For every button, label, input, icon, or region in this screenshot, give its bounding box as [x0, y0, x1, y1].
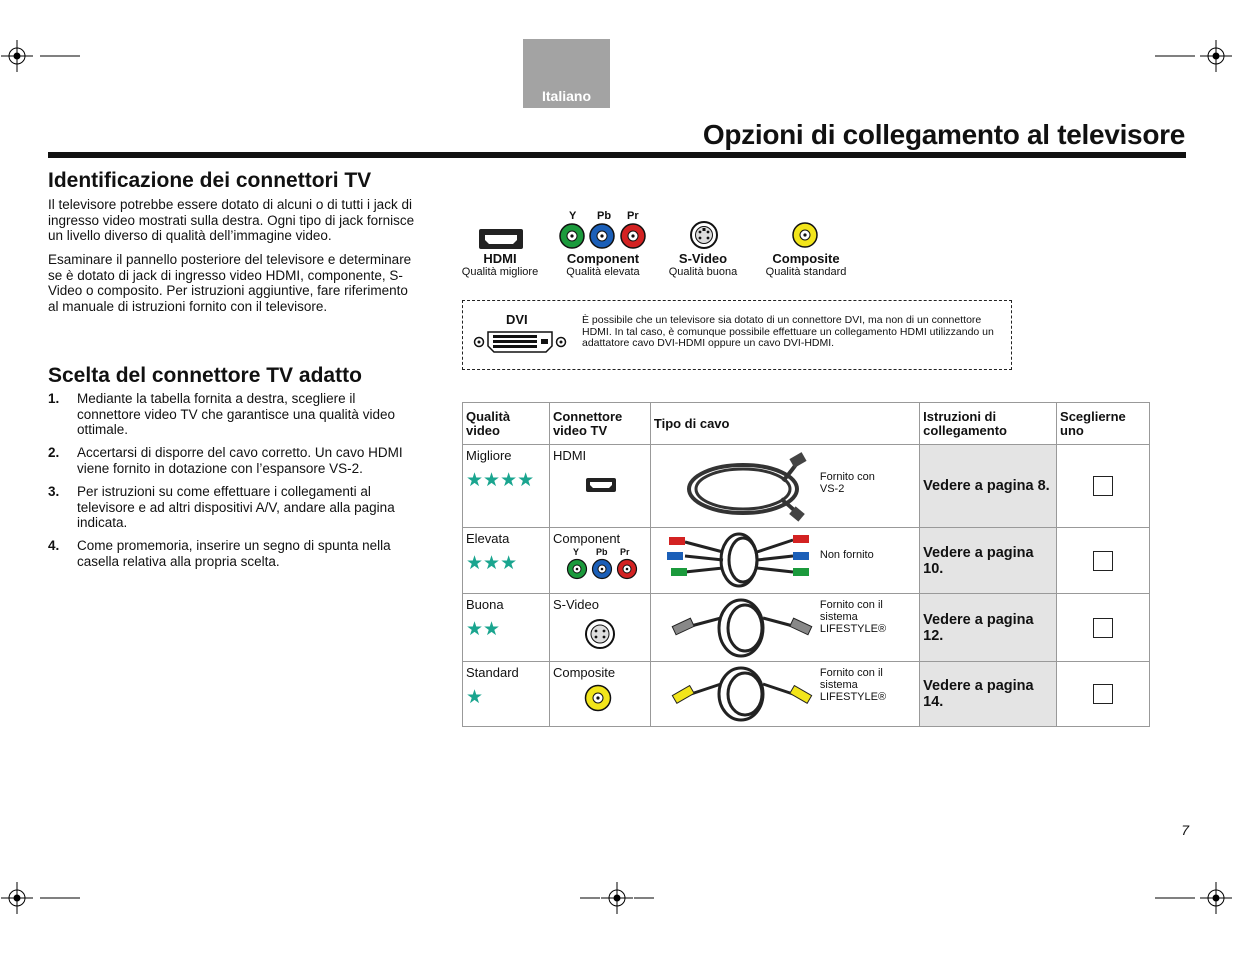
supply-note: Fornito con VS-2 — [819, 471, 875, 495]
jack-quality: Qualità buona — [668, 266, 738, 278]
section2-heading: Scelta del connettore TV adatto — [48, 364, 362, 387]
instructions-cell: Vedere a pagina 8. — [920, 445, 1057, 528]
component-y-label: Y — [572, 547, 579, 557]
header-cable: Tipo di cavo — [650, 403, 919, 445]
connector-label: HDMI — [552, 448, 587, 463]
component-pb-label: Pb — [597, 210, 612, 222]
component-cable-icon — [657, 530, 821, 592]
s-video-jack-icon — [689, 220, 719, 250]
hdmi-jack-icon — [585, 477, 617, 493]
jack-name: HDMI — [483, 251, 517, 266]
composite-jack-icon — [792, 222, 818, 248]
connector-cell — [549, 445, 650, 528]
step-item — [48, 538, 418, 569]
hdmi-jack-icon — [478, 228, 524, 250]
choice-checkbox[interactable] — [1093, 551, 1113, 571]
cable-cell — [650, 528, 919, 594]
step-text: Mediante la tabella fornita a destra, scegliere il connettore video TV che garantisce una qualità video ottimale. — [77, 391, 395, 438]
jack-quality: Qualità standard — [765, 266, 847, 278]
connector-label: Composite — [552, 665, 616, 680]
component-y-label: Y — [569, 210, 577, 222]
table-row — [463, 594, 1150, 662]
table-row — [463, 662, 1150, 727]
choice-checkbox[interactable] — [1093, 684, 1113, 704]
choose-cell — [1057, 662, 1150, 727]
connector-cell — [549, 662, 650, 727]
section1-para2: Esaminare il pannello posteriore del televisore e determinare se è dotato di jack di ingresso video HDMI, componente, S-Video o composito. Per istruzioni aggiuntive, fare riferimento al manuale di istruzioni fornito con il televisore. — [48, 252, 412, 314]
header-instructions: Istruzioni di collegamento — [920, 403, 1057, 445]
star-rating: ★ — [466, 687, 484, 708]
jack-component — [556, 251, 650, 278]
table-row — [463, 445, 1150, 528]
dvi-connector-icon — [472, 329, 568, 355]
connection-table — [462, 402, 1150, 727]
quality-label: Migliore — [466, 448, 512, 463]
star-rating: ★★★ — [466, 553, 518, 574]
cable-cell — [650, 445, 919, 528]
quality-label: Buona — [466, 597, 504, 612]
step-item — [48, 391, 418, 438]
jack-hdmi — [455, 251, 545, 278]
jack-quality: Qualità elevata — [566, 266, 640, 278]
supply-note: Fornito con il sistema LIFESTYLE® — [819, 599, 887, 635]
component-pr-label: Pr — [627, 210, 639, 222]
step-item — [48, 445, 418, 476]
choice-checkbox[interactable] — [1093, 476, 1113, 496]
connector-label: S-Video — [552, 597, 599, 612]
component-pb-label: Pb — [595, 547, 608, 557]
choose-cell — [1057, 445, 1150, 528]
step-number: 2. — [48, 445, 60, 461]
component-jacks-icon — [566, 558, 640, 580]
language-tab-label: Italiano — [541, 88, 591, 104]
instructions-cell: Vedere a pagina 10. — [920, 528, 1057, 594]
instructions-cell: Vedere a pagina 14. — [920, 662, 1057, 727]
title-rule — [48, 152, 1186, 158]
step-text: Per istruzioni su come effettuare i collegamenti al televisore e ad altri dispositivi A/V, andare alla pagina indicata. — [77, 483, 395, 531]
jack-s-video — [660, 251, 746, 278]
dvi-label: DVI — [506, 312, 528, 327]
step-text: Come promemoria, inserire un segno di spunta nella casella relativa alla propria scelta. — [77, 538, 391, 569]
choose-cell — [1057, 528, 1150, 594]
jack-quality: Qualità migliore — [461, 266, 539, 278]
supply-note: Non fornito — [819, 549, 874, 561]
header-choose: Sceglierne uno — [1057, 403, 1150, 445]
jack-name: Component — [566, 251, 640, 266]
section1-para1: Il televisore potrebbe essere dotato di alcuni o di tutti i jack di ingresso video mostrati sulla destra. Ogni tipo di jack fornisce un livello diverso di qualità dell’immagine video. — [48, 197, 415, 244]
jack-name: S-Video — [678, 251, 728, 266]
quality-cell — [463, 445, 550, 528]
component-pr-label: Pr — [619, 547, 630, 557]
table-row — [463, 528, 1150, 594]
step-item — [48, 484, 418, 531]
choose-cell — [1057, 594, 1150, 662]
s-video-jack-icon — [584, 618, 616, 650]
quality-label: Standard — [466, 665, 519, 680]
step-number: 1. — [48, 391, 60, 406]
composite-cable-icon — [657, 664, 821, 726]
star-rating: ★★ — [466, 619, 501, 640]
cable-cell — [650, 594, 919, 662]
star-rating: ★★★★ — [466, 470, 535, 491]
language-tab — [523, 39, 610, 108]
s-video-cable-icon — [657, 596, 821, 660]
supply-note: Fornito con il sistema LIFESTYLE® — [819, 667, 887, 703]
jack-composite — [758, 251, 854, 278]
connector-label: Component — [552, 531, 621, 546]
choice-checkbox[interactable] — [1093, 618, 1113, 638]
page-number: 7 — [1181, 822, 1189, 838]
step-number: 3. — [48, 483, 60, 499]
component-jacks-icon — [559, 223, 649, 250]
hdmi-cable-icon — [663, 447, 823, 527]
table-header-row — [463, 403, 1150, 445]
composite-jack-icon — [584, 684, 612, 712]
dvi-note-text: È possibile che un televisore sia dotato di un connettore DVI, ma non di un connettore HDMI. In tal caso, è comunque possibile effettuare un collegamento HDMI utilizzando un adattatore cavo DVI-HDMI oppure un cavo DVI-HDMI. — [582, 314, 994, 349]
step-text: Accertarsi di disporre del cavo corretto. Un cavo HDMI viene fornito in dotazione con l’espansore VS-2. — [77, 445, 403, 476]
quality-cell — [463, 528, 550, 594]
connector-cell — [549, 528, 650, 594]
cable-cell — [650, 662, 919, 727]
quality-cell — [463, 594, 550, 662]
section1-heading: Identificazione dei connettori TV — [48, 169, 372, 192]
quality-label: Elevata — [466, 531, 510, 546]
page-title: Opzioni di collegamento al televisore — [702, 119, 1185, 150]
instructions-cell: Vedere a pagina 12. — [920, 594, 1057, 662]
step-number: 4. — [48, 538, 60, 554]
jack-name: Composite — [772, 251, 840, 266]
header-quality: Qualità video — [463, 403, 550, 445]
quality-cell — [463, 662, 550, 727]
steps-list — [48, 391, 418, 577]
header-connector: Connettore video TV — [549, 403, 650, 445]
connector-cell — [549, 594, 650, 662]
